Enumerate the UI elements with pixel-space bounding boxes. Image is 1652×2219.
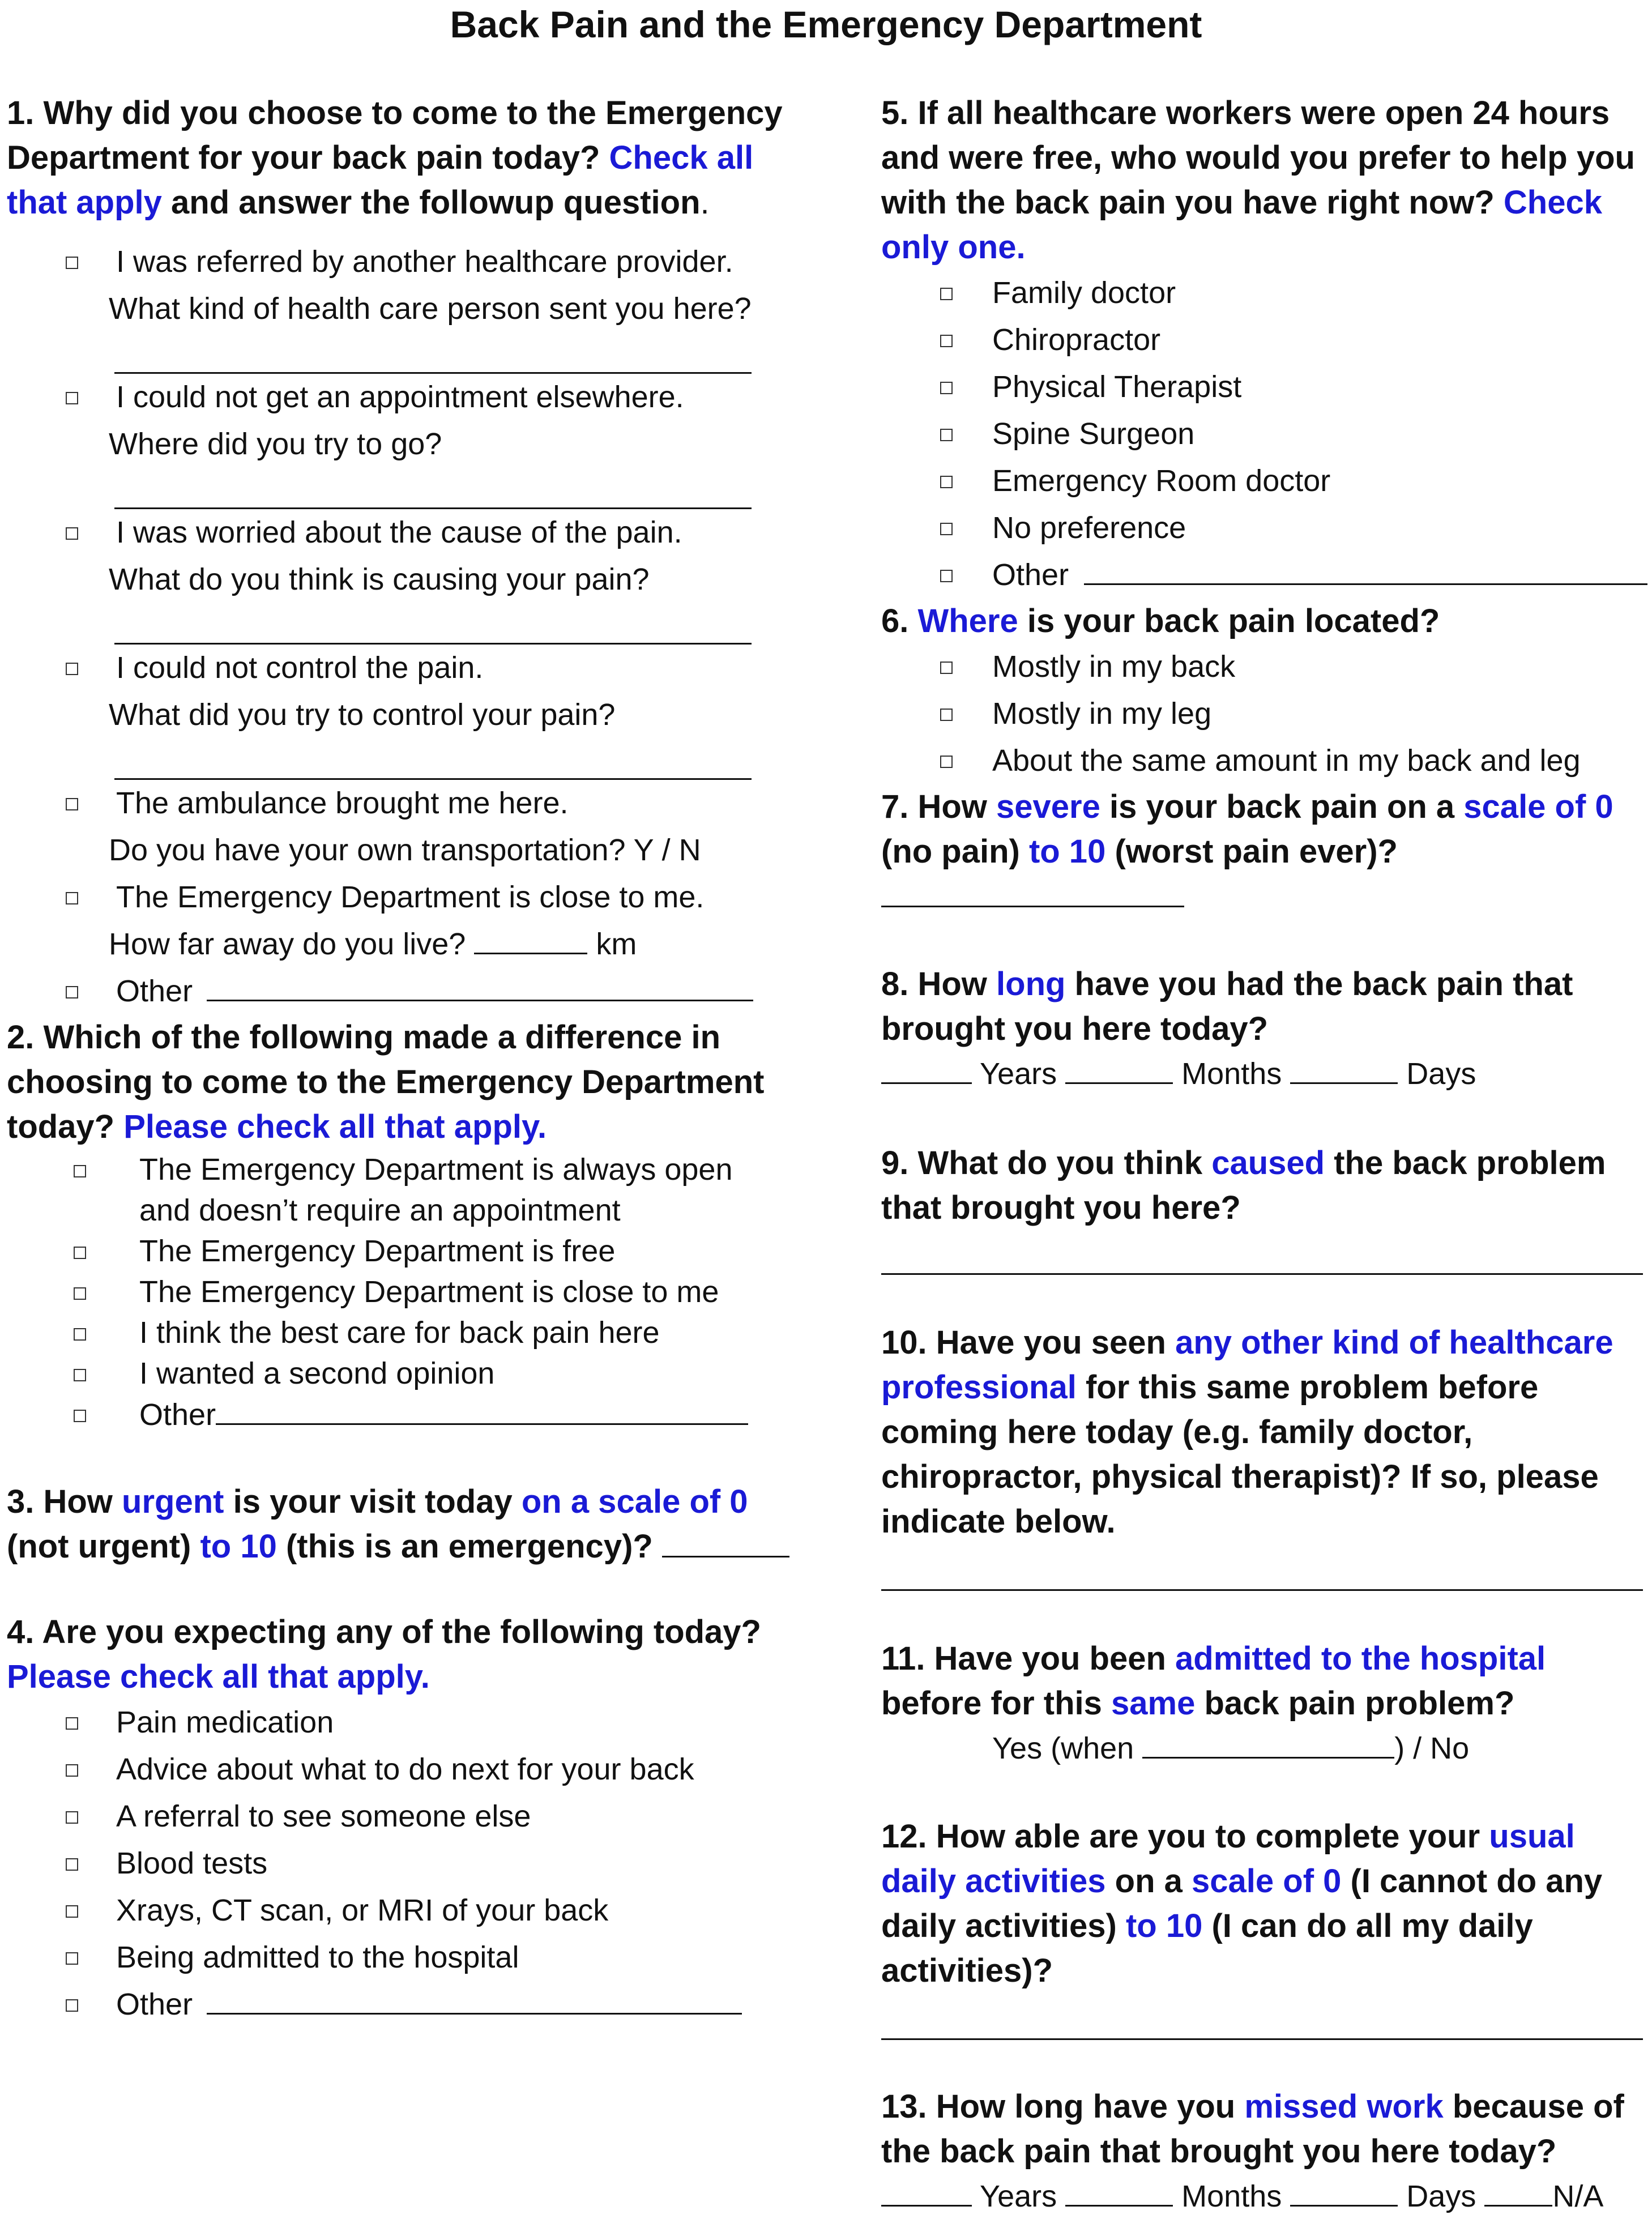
checkbox-icon[interactable]	[940, 382, 953, 394]
q1-followup-distance	[7, 921, 800, 968]
q1-followup-worried: What do you think is causing your pain?	[109, 562, 650, 596]
checkbox-icon[interactable]	[66, 1999, 78, 2012]
option-label: Chiropractor	[992, 323, 1161, 357]
q6-text-1: 6.	[881, 603, 918, 639]
checkbox-icon[interactable]	[940, 662, 953, 674]
q3-highlight-scale: on a scale of 0	[521, 1483, 748, 1520]
checkbox-icon[interactable]	[66, 1858, 78, 1871]
option-label: The Emergency Department is free	[139, 1234, 616, 1268]
q13-years-field[interactable]	[881, 2175, 972, 2207]
question-2-instruction: Please check all that apply.	[123, 1108, 547, 1145]
q11-highlight-same: same	[1111, 1685, 1196, 1722]
option-label: Mostly in my back	[992, 650, 1236, 684]
question-4-text: 4. Are you expecting any of the following today?	[7, 1614, 761, 1650]
q13-text-1: 13. How long have you	[881, 2088, 1245, 2125]
option-label: Spine Surgeon	[992, 417, 1195, 451]
question-11	[881, 1636, 1646, 1726]
question-5-text: 5. If all healthcare workers were open 24 hours and were free, who would you prefer to help you with the back pain you have right now?	[881, 95, 1635, 221]
checkbox-icon[interactable]	[74, 1410, 86, 1422]
q13-months-field[interactable]	[1065, 2175, 1173, 2207]
q4-option-admitted[interactable]	[7, 1934, 800, 1981]
q7-answer-field[interactable]	[881, 876, 1184, 907]
option-label: Mostly in my leg	[992, 697, 1212, 731]
checkbox-icon[interactable]	[66, 257, 78, 269]
q13-months-label: Months	[1181, 2179, 1282, 2213]
question-1-period: .	[700, 184, 710, 221]
distance-unit: km	[596, 927, 637, 961]
question-1-text: 1. Why did you choose to come to the Emergency Department for your back pain today?	[7, 95, 783, 176]
q2-option-other[interactable]	[7, 1394, 800, 1435]
checkbox-icon[interactable]	[940, 570, 953, 582]
q13-na-field[interactable]	[1484, 2175, 1552, 2207]
question-5-options	[881, 270, 1646, 599]
q4-option-referral[interactable]	[7, 1793, 800, 1840]
q5-option-spine-surgeon[interactable]	[881, 411, 1646, 458]
q13-years-label: Years	[980, 2179, 1057, 2213]
checkbox-icon[interactable]	[74, 1165, 86, 1177]
q8-days-field[interactable]	[1290, 1053, 1398, 1084]
q4-option-advice[interactable]	[7, 1746, 800, 1793]
q11-text-1: 11. Have you been	[881, 1640, 1176, 1677]
checkbox-icon[interactable]	[940, 756, 953, 768]
q2-option-second-opinion[interactable]	[7, 1353, 800, 1394]
q8-months-label: Months	[1181, 1057, 1282, 1091]
q3-text-1: 3. How	[7, 1483, 122, 1520]
checkbox-icon[interactable]	[74, 1287, 86, 1300]
checkbox-icon[interactable]	[66, 892, 78, 904]
question-1-instruction-suffix: and answer the followup question	[161, 184, 701, 221]
q10-text-2: for this same problem before coming here today (e.g. family doctor, chiropractor, physical therapist)? If so, please indicate below.	[881, 1369, 1599, 1540]
checkbox-icon[interactable]	[940, 429, 953, 441]
q12-text-1: 12. How able are you to complete your	[881, 1818, 1489, 1855]
q11-answer-row	[881, 1726, 1646, 1771]
q12-highlight-activities: usual daily activities	[881, 1818, 1575, 1900]
q12-highlight-to10: to 10	[1125, 1908, 1203, 1944]
checkbox-icon[interactable]	[940, 476, 953, 488]
q9-answer-field[interactable]	[881, 1230, 1643, 1275]
q8-years-field[interactable]	[881, 1053, 972, 1084]
option-label: The Emergency Department is close to me	[139, 1275, 719, 1309]
q13-highlight-missed-work: missed work	[1244, 2088, 1444, 2125]
option-label: About the same amount in my back and leg	[992, 744, 1581, 778]
left-column	[7, 91, 800, 2028]
question-5	[881, 91, 1646, 270]
q8-years-label: Years	[980, 1057, 1057, 1091]
option-label: Being admitted to the hospital	[116, 1940, 519, 1974]
q1-followup-control: What did you try to control your pain?	[109, 698, 616, 732]
q7-text-4: (worst pain ever)?	[1105, 833, 1398, 870]
q10-answer-field[interactable]	[881, 1544, 1643, 1591]
q7-text-2: is your back pain on a	[1100, 788, 1464, 825]
q1-option-close[interactable]	[7, 874, 800, 921]
q1-option-ambulance[interactable]	[7, 780, 800, 827]
q12-text-3: (I cannot do any daily activities)	[881, 1863, 1603, 1944]
question-2	[7, 1015, 800, 1149]
q11-no-label[interactable]: ) / No	[1394, 1731, 1470, 1765]
question-7	[881, 784, 1646, 919]
q5-option-er-doctor[interactable]	[881, 458, 1646, 505]
q2-option-always-open-line2: and doesn’t require an appointment	[139, 1193, 621, 1227]
question-9	[881, 1141, 1646, 1230]
other-field[interactable]	[207, 1983, 742, 2015]
q1-option-referred[interactable]	[7, 238, 800, 285]
q5-option-family-doctor[interactable]	[881, 270, 1646, 317]
q11-text-2: before for this	[881, 1685, 1112, 1722]
question-6	[881, 599, 1646, 643]
option-label: Physical Therapist	[992, 370, 1242, 404]
checkbox-icon[interactable]	[940, 335, 953, 347]
q5-option-other[interactable]	[881, 552, 1646, 599]
q13-days-label: Days	[1406, 2179, 1476, 2213]
option-label: The Emergency Department is always open	[139, 1153, 733, 1187]
q7-highlight-to10: to 10	[1028, 833, 1106, 870]
option-label: I think the best care for back pain here	[139, 1316, 660, 1350]
q1-followup-no-appointment: Where did you try to go?	[109, 427, 442, 461]
checkbox-icon[interactable]	[74, 1369, 86, 1381]
q4-option-imaging[interactable]	[7, 1887, 800, 1934]
question-12	[881, 1814, 1646, 1993]
q12-text-4: (I can do all my daily activities)?	[881, 1908, 1533, 1989]
q2-option-close[interactable]	[7, 1271, 800, 1312]
q6-option-leg[interactable]	[881, 690, 1646, 737]
other-field[interactable]	[1084, 554, 1647, 585]
q3-answer-field[interactable]	[662, 1526, 789, 1557]
q7-highlight-severe: severe	[996, 788, 1100, 825]
option-label: I could not get an appointment elsewhere.	[116, 380, 684, 414]
q7-text-1: 7. How	[881, 788, 997, 825]
q5-option-physical-therapist[interactable]	[881, 364, 1646, 411]
option-label: Other	[992, 558, 1069, 592]
q5-option-no-preference[interactable]	[881, 505, 1646, 552]
option-label: The ambulance brought me here.	[116, 786, 569, 820]
question-8	[881, 962, 1646, 1051]
option-label: I was worried about the cause of the pain.	[116, 515, 682, 549]
q6-option-both[interactable]	[881, 737, 1646, 784]
q2-option-always-open[interactable]	[7, 1149, 800, 1190]
option-label: A referral to see someone else	[116, 1799, 531, 1833]
question-2-options	[7, 1149, 800, 1435]
option-label: I could not control the pain.	[116, 651, 484, 685]
q13-text-2: because of the back pain that brought you here today?	[881, 2088, 1624, 2170]
checkbox-icon[interactable]	[940, 288, 953, 300]
option-label: Other	[116, 974, 193, 1008]
q8-days-label: Days	[1406, 1057, 1476, 1091]
q12-answer-field[interactable]	[881, 1993, 1643, 2040]
q3-highlight-urgent: urgent	[122, 1483, 224, 1520]
q11-yes-label[interactable]: Yes (when	[992, 1731, 1134, 1765]
question-5-instruction: Check only one.	[881, 184, 1602, 266]
option-label: Pain medication	[116, 1705, 334, 1739]
q4-option-blood-tests[interactable]	[7, 1840, 800, 1887]
q12-text-2: on a	[1105, 1863, 1192, 1900]
checkbox-icon[interactable]	[66, 1764, 78, 1777]
option-label: Other	[139, 1398, 216, 1432]
right-column	[881, 91, 1646, 2219]
q10-text-1: 10. Have you seen	[881, 1324, 1176, 1361]
q9-highlight-caused: caused	[1211, 1145, 1325, 1181]
question-4	[7, 1610, 800, 1699]
q4-option-other[interactable]	[7, 1981, 800, 2028]
q1-followup-control-field[interactable]	[7, 739, 800, 780]
q8-months-field[interactable]	[1065, 1053, 1173, 1084]
q3-text-4: (this is an emergency)?	[276, 1528, 653, 1565]
question-13	[881, 2084, 1646, 2174]
q11-highlight-admitted: admitted to the hospital	[1175, 1640, 1546, 1677]
question-4-options	[7, 1699, 800, 2028]
q7-highlight-scale: scale of 0	[1463, 788, 1613, 825]
q8-text-2: have you had the back pain that brought you here today?	[881, 966, 1573, 1047]
option-label: Family doctor	[992, 276, 1176, 310]
option-label: I wanted a second opinion	[139, 1356, 495, 1390]
q1-followup-referred: What kind of health care person sent you here?	[109, 292, 752, 326]
question-1	[7, 91, 800, 225]
checkbox-icon[interactable]	[74, 1328, 86, 1341]
q1-followup-transportation[interactable]: Do you have your own transportation? Y / N	[109, 833, 701, 867]
option-label: Other	[116, 1987, 193, 2021]
question-2-text: 2. Which of the following made a difference in choosing to come to the Emergency Department today?	[7, 1019, 765, 1145]
form-title: Back Pain and the Emergency Department	[450, 3, 1202, 45]
question-6-options	[881, 643, 1646, 784]
q1-option-worried[interactable]	[7, 509, 800, 556]
checkbox-icon[interactable]	[66, 1905, 78, 1918]
q6-text-2: is your back pain located?	[1018, 603, 1440, 639]
q8-highlight-long: long	[996, 966, 1066, 1002]
checkbox-icon[interactable]	[66, 663, 78, 675]
q1-followup-worried-field[interactable]	[7, 603, 800, 645]
question-1-instruction: Check all that apply	[7, 139, 754, 221]
checkbox-icon[interactable]	[66, 527, 78, 540]
q13-na-label: N/A	[1552, 2179, 1604, 2213]
checkbox-icon[interactable]	[66, 986, 78, 998]
q3-highlight-to10: to 10	[200, 1528, 277, 1565]
q3-text-3: (not urgent)	[7, 1528, 200, 1565]
option-label: The Emergency Department is close to me.	[116, 880, 705, 914]
q5-option-chiropractor[interactable]	[881, 317, 1646, 364]
q11-when-field[interactable]	[1142, 1727, 1394, 1759]
q9-text-2: the back problem that brought you here?	[881, 1145, 1606, 1226]
answer-line[interactable]	[114, 332, 752, 374]
q8-text-1: 8. How	[881, 966, 997, 1002]
q13-days-field[interactable]	[1290, 2175, 1398, 2207]
option-label: Blood tests	[116, 1846, 268, 1880]
answer-line[interactable]	[114, 468, 752, 509]
option-label: Xrays, CT scan, or MRI of your back	[116, 1893, 609, 1927]
option-label: Advice about what to do next for your back	[116, 1752, 694, 1786]
checkbox-icon[interactable]	[940, 523, 953, 535]
q6-option-back[interactable]	[881, 643, 1646, 690]
question-3	[7, 1479, 800, 1569]
question-1-options	[7, 238, 800, 1015]
q13-duration-row	[881, 2174, 1646, 2219]
q6-highlight-where: Where	[917, 603, 1018, 639]
option-label: No preference	[992, 511, 1186, 545]
q7-text-3: (no pain)	[881, 833, 1029, 870]
q1-option-other[interactable]	[7, 968, 800, 1015]
checkbox-icon[interactable]	[74, 1247, 86, 1259]
q2-option-free[interactable]	[7, 1231, 800, 1271]
q10-highlight-professional: any other kind of healthcare professional	[881, 1324, 1613, 1406]
q11-text-3: back pain problem?	[1195, 1685, 1515, 1722]
q1-option-no-appointment[interactable]	[7, 374, 800, 421]
checkbox-icon[interactable]	[66, 1717, 78, 1730]
other-field[interactable]	[207, 970, 753, 1001]
checkbox-icon[interactable]	[940, 709, 953, 721]
q4-option-medication[interactable]	[7, 1699, 800, 1746]
checkbox-icon[interactable]	[66, 1952, 78, 1965]
q3-text-2: is your visit today	[224, 1483, 522, 1520]
option-label: I was referred by another healthcare provider.	[116, 245, 733, 279]
answer-line[interactable]	[114, 603, 752, 645]
answer-line[interactable]	[114, 739, 752, 780]
q1-followup-no-appointment-field[interactable]	[7, 468, 800, 509]
question-4-instruction: Please check all that apply.	[7, 1658, 430, 1695]
distance-field[interactable]	[474, 923, 587, 954]
option-label: Emergency Room doctor	[992, 464, 1331, 498]
other-field[interactable]	[216, 1394, 748, 1425]
checkbox-icon[interactable]	[66, 1811, 78, 1824]
q2-option-best-care[interactable]	[7, 1312, 800, 1353]
checkbox-icon[interactable]	[66, 798, 78, 810]
question-10	[881, 1320, 1646, 1544]
q8-duration-row	[881, 1051, 1646, 1096]
q1-followup-referred-field[interactable]	[7, 332, 800, 374]
q1-option-control[interactable]	[7, 645, 800, 692]
distance-question: How far away do you live?	[109, 927, 466, 961]
q12-highlight-scale: scale of 0	[1192, 1863, 1342, 1900]
checkbox-icon[interactable]	[66, 392, 78, 404]
q9-text-1: 9. What do you think	[881, 1145, 1212, 1181]
